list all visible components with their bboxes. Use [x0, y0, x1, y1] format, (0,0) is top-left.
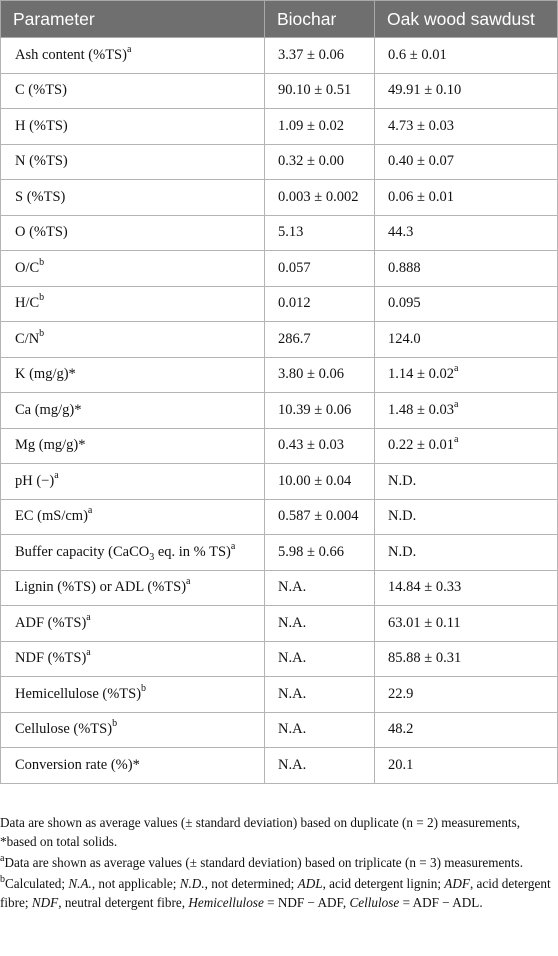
table-row — [1, 215, 558, 251]
parameter-label: NDF (%TS) — [15, 650, 87, 667]
biochar-cell: N.A. — [265, 606, 375, 642]
table-row — [1, 428, 558, 464]
header-parameter: Parameter — [1, 1, 265, 38]
parameter-footnote-marker: b — [112, 718, 118, 730]
oak-sawdust-value: 14.84 ± 0.33 — [388, 579, 462, 596]
parameter-cell — [1, 144, 265, 180]
oak-sawdust-value: N.D. — [388, 543, 417, 560]
oak-sawdust-cell — [375, 748, 558, 784]
parameter-label: Ash content (%TS) — [15, 46, 127, 63]
table-row — [1, 748, 558, 784]
oak-sawdust-value: N.D. — [388, 472, 417, 489]
table-row — [1, 499, 558, 535]
parameter-footnote-marker: a — [186, 576, 191, 588]
footnote-b-segment: NDF — [31, 895, 59, 910]
footnote-b-marker: b — [0, 873, 5, 885]
table-row — [1, 393, 558, 429]
footnote-b-segment: N.D. — [179, 876, 205, 891]
footnote-b-segment: = ADF − ADL. — [399, 895, 483, 910]
oak-sawdust-value: N.D. — [388, 508, 417, 525]
oak-sawdust-value: 0.06 ± 0.01 — [388, 188, 454, 205]
parameter-cell — [1, 215, 265, 251]
oak-sawdust-cell — [375, 393, 558, 429]
oak-sawdust-value: 63.01 ± 0.11 — [388, 614, 461, 631]
table-header — [1, 1, 558, 38]
biochar-cell: N.A. — [265, 712, 375, 748]
oak-sawdust-value: 1.48 ± 0.03 — [388, 401, 454, 418]
parameter-label: Lignin (%TS) or ADL (%TS) — [15, 579, 187, 596]
parameter-cell — [1, 180, 265, 216]
footnote-b-segment: , neutral detergent fibre, — [58, 895, 189, 910]
parameter-footnote-marker: b — [39, 327, 45, 339]
oak-sawdust-footnote-marker: a — [453, 363, 459, 375]
biochar-cell: 0.003 ± 0.002 — [265, 180, 375, 216]
footnote-b-segment: , acid detergent fibre; — [0, 876, 551, 910]
table-row — [1, 712, 558, 748]
table-row — [1, 570, 558, 606]
parameter-footnote-marker: b — [39, 256, 45, 268]
oak-sawdust-value: 44.3 — [388, 224, 414, 241]
biochar-cell: 3.80 ± 0.06 — [265, 357, 375, 393]
oak-sawdust-value: 0.6 ± 0.01 — [388, 46, 447, 63]
oak-sawdust-value: 1.14 ± 0.02 — [388, 366, 454, 383]
table-row — [1, 73, 558, 109]
table-row — [1, 251, 558, 287]
parameter-cell — [1, 606, 265, 642]
parameter-cell — [1, 570, 265, 606]
footnote-b-segment: Calculated; — [5, 876, 69, 891]
parameter-label: N (%TS) — [15, 153, 68, 170]
parameter-label: H/C — [15, 295, 40, 312]
parameter-cell — [1, 464, 265, 500]
parameter-label-rest: eq. in % TS) — [154, 543, 231, 560]
oak-sawdust-cell — [375, 109, 558, 145]
table-row — [1, 286, 558, 322]
footnote-general-text: Data are shown as average values (± standard deviation) based on duplicate (n = 2) measurements, *based on total solids. — [0, 815, 521, 849]
footnote-b-segment: Cellulose — [349, 895, 400, 910]
parameter-label: pH (−) — [15, 472, 55, 489]
oak-sawdust-footnote-marker: a — [453, 398, 459, 410]
parameter-cell — [1, 251, 265, 287]
parameter-footnote-marker: a — [86, 611, 91, 623]
oak-sawdust-cell — [375, 606, 558, 642]
table-row — [1, 322, 558, 358]
parameter-footnote-marker: a — [54, 469, 59, 481]
parameter-footnote-marker: b — [39, 292, 45, 304]
biochar-cell: 3.37 ± 0.06 — [265, 38, 375, 74]
oak-sawdust-value: 48.2 — [388, 721, 414, 738]
oak-sawdust-value: 0.22 ± 0.01 — [388, 437, 454, 454]
parameter-footnote-marker: a — [126, 43, 132, 55]
table-row — [1, 180, 558, 216]
parameter-label: Conversion rate (%)* — [15, 756, 140, 773]
biochar-cell: N.A. — [265, 570, 375, 606]
parameter-cell — [1, 109, 265, 145]
parameter-label: C/N — [15, 330, 40, 347]
footnote-b-segment: Hemicellulose — [188, 895, 264, 910]
oak-sawdust-cell — [375, 712, 558, 748]
parameter-footnote-marker: a — [86, 647, 91, 659]
oak-sawdust-cell — [375, 180, 558, 216]
biochar-cell: 90.10 ± 0.51 — [265, 73, 375, 109]
footnote-b-segment: , not determined; — [204, 876, 298, 891]
oak-sawdust-cell — [375, 428, 558, 464]
oak-sawdust-cell — [375, 464, 558, 500]
footnote-general — [0, 813, 556, 851]
table-row — [1, 535, 558, 571]
footnote-a-text: Data are shown as average values (± standard deviation) based on triplicate (n = 3) measurements. — [4, 855, 523, 870]
footnote-b-segment: , acid detergent lignin; — [322, 876, 445, 891]
parameter-label: C (%TS) — [15, 82, 67, 99]
biochar-cell: N.A. — [265, 641, 375, 677]
header-row — [1, 1, 558, 38]
oak-sawdust-value: 49.91 ± 0.10 — [388, 82, 462, 99]
parameter-footnote-marker: a — [87, 505, 93, 517]
parameter-label: O (%TS) — [15, 224, 68, 241]
parameter-label: S (%TS) — [15, 188, 66, 205]
oak-sawdust-cell — [375, 570, 558, 606]
oak-sawdust-footnote-marker: a — [453, 434, 459, 446]
parameter-cell — [1, 535, 265, 571]
table-row — [1, 144, 558, 180]
oak-sawdust-value: 0.40 ± 0.07 — [388, 153, 454, 170]
parameter-label: H (%TS) — [15, 117, 68, 134]
parameter-label: Mg (mg/g)* — [15, 437, 86, 454]
oak-sawdust-value: 4.73 ± 0.03 — [388, 117, 454, 134]
oak-sawdust-cell — [375, 215, 558, 251]
footnote-b-segment: , not applicable; — [91, 876, 180, 891]
parameter-cell — [1, 73, 265, 109]
table-footnotes — [0, 813, 556, 914]
biochar-cell: 5.13 — [265, 215, 375, 251]
parameter-cell — [1, 322, 265, 358]
biochar-cell: 0.057 — [265, 251, 375, 287]
oak-sawdust-cell — [375, 286, 558, 322]
biochar-cell: 0.587 ± 0.004 — [265, 499, 375, 535]
table-row — [1, 641, 558, 677]
parameter-footnote-marker: a — [230, 540, 236, 552]
oak-sawdust-cell — [375, 322, 558, 358]
footnote-b-segment: ADF — [444, 876, 470, 891]
oak-sawdust-value: 0.095 — [388, 295, 421, 312]
parameter-cell — [1, 393, 265, 429]
parameter-cell — [1, 38, 265, 74]
parameter-cell — [1, 712, 265, 748]
table-row — [1, 677, 558, 713]
biochar-cell: 0.43 ± 0.03 — [265, 428, 375, 464]
parameter-cell — [1, 748, 265, 784]
table-row — [1, 109, 558, 145]
footnote-b-segment: = NDF − ADF, — [263, 895, 350, 910]
biochar-cell: N.A. — [265, 748, 375, 784]
footnote-a — [0, 853, 556, 872]
biochar-cell: 286.7 — [265, 322, 375, 358]
parameter-label: Hemicellulose (%TS) — [15, 685, 142, 702]
oak-sawdust-cell — [375, 144, 558, 180]
parameter-label: Cellulose (%TS) — [15, 721, 113, 738]
parameter-cell — [1, 428, 265, 464]
parameter-cell — [1, 677, 265, 713]
parameter-cell — [1, 499, 265, 535]
table-body — [1, 38, 558, 784]
biochar-cell: 5.98 ± 0.66 — [265, 535, 375, 571]
parameter-subscript: 3 — [149, 551, 155, 563]
parameter-label: Ca (mg/g)* — [15, 401, 82, 418]
parameter-label: ADF (%TS) — [15, 614, 87, 631]
oak-sawdust-cell — [375, 641, 558, 677]
table-row — [1, 357, 558, 393]
biochar-cell: 10.39 ± 0.06 — [265, 393, 375, 429]
parameter-label: EC (mS/cm) — [15, 508, 88, 525]
footnote-b-segment: N.A. — [68, 876, 92, 891]
oak-sawdust-cell — [375, 535, 558, 571]
parameter-label: K (mg/g)* — [15, 366, 76, 383]
header-oak-wood-sawdust: Oak wood sawdust — [375, 1, 558, 38]
biochar-cell: 1.09 ± 0.02 — [265, 109, 375, 145]
parameter-cell — [1, 357, 265, 393]
oak-sawdust-value: 85.88 ± 0.31 — [388, 650, 462, 667]
footnote-b-segment: ADL — [297, 876, 323, 891]
biochar-cell: 0.32 ± 0.00 — [265, 144, 375, 180]
biochar-cell: 0.012 — [265, 286, 375, 322]
oak-sawdust-cell — [375, 73, 558, 109]
oak-sawdust-cell — [375, 677, 558, 713]
oak-sawdust-cell — [375, 499, 558, 535]
oak-sawdust-cell — [375, 357, 558, 393]
parameter-footnote-marker: b — [141, 682, 147, 694]
table-row — [1, 464, 558, 500]
biochar-cell: N.A. — [265, 677, 375, 713]
biochar-cell: 10.00 ± 0.04 — [265, 464, 375, 500]
oak-sawdust-cell — [375, 251, 558, 287]
oak-sawdust-value: 20.1 — [388, 756, 414, 773]
footnote-a-marker: a — [0, 852, 5, 864]
parameter-label: O/C — [15, 259, 40, 276]
table-row — [1, 606, 558, 642]
parameter-cell — [1, 641, 265, 677]
oak-sawdust-cell — [375, 38, 558, 74]
footnote-b — [0, 874, 556, 912]
table-row — [1, 38, 558, 74]
oak-sawdust-value: 0.888 — [388, 259, 421, 276]
header-biochar: Biochar — [265, 1, 375, 38]
parameter-label: Buffer capacity (CaCO — [15, 543, 150, 560]
oak-sawdust-value: 22.9 — [388, 685, 414, 702]
oak-sawdust-value: 124.0 — [388, 330, 421, 347]
parameter-cell — [1, 286, 265, 322]
